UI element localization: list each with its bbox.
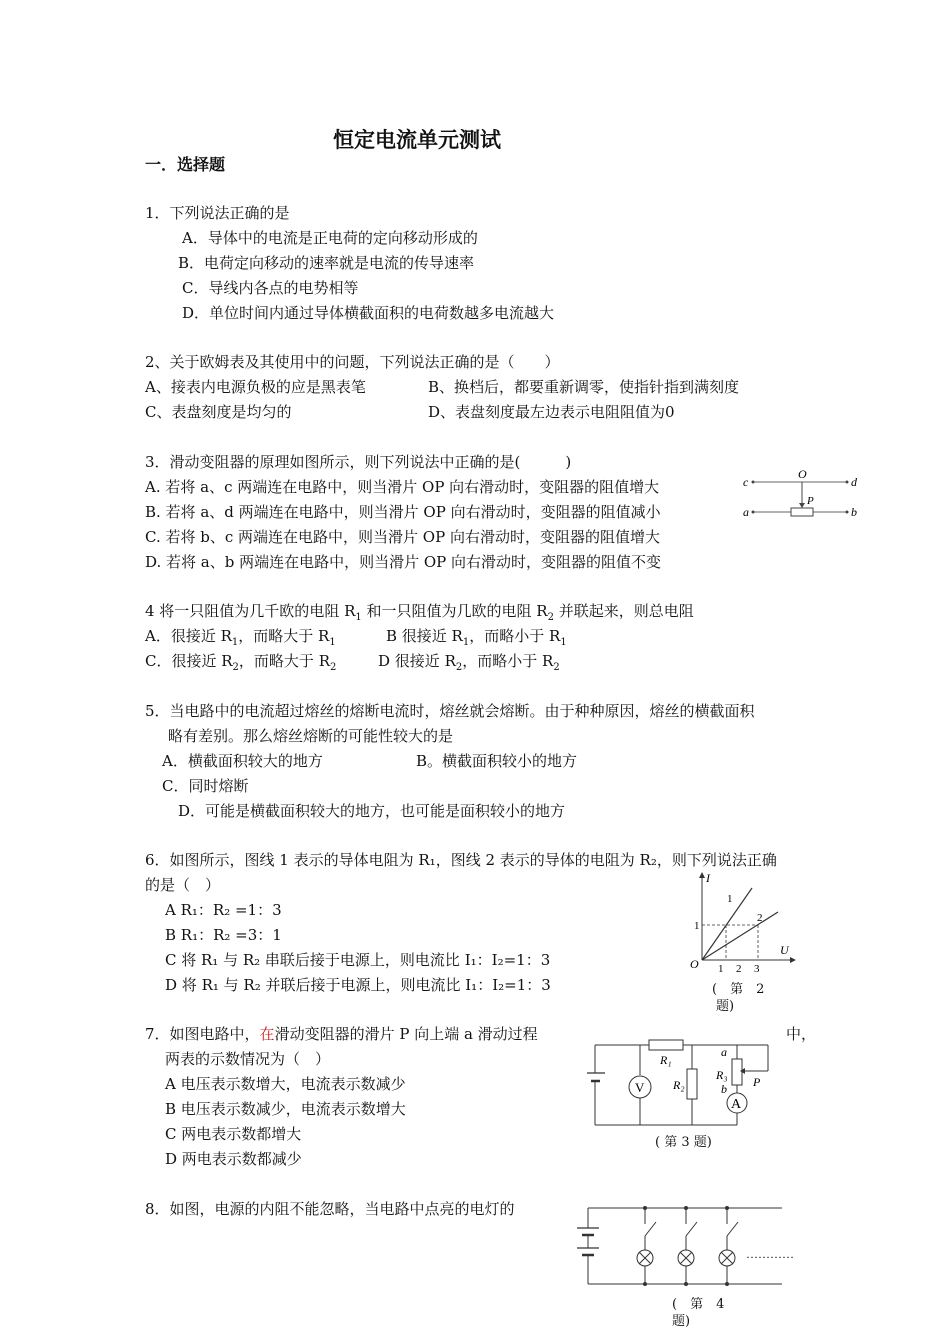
- section-heading: 一．选择题: [145, 155, 226, 174]
- q2-option-b: B、换档后，都要重新调零，使指针指到满刻度: [428, 378, 740, 396]
- label-o: O: [798, 467, 807, 481]
- q3-option-a: A. 若将 a、c 两端连在电路中，则当滑片 OP 向右滑动时，变阻器的阻值增大: [145, 478, 660, 496]
- q6-option-c: C 将 R₁ 与 R₂ 串联后接于电源上，则电流比 I₁：I₂=1：3: [165, 951, 551, 969]
- lamp-branch-3: [719, 1206, 738, 1286]
- q3-option-d: D. 若将 a、b 两端连在电路中，则当滑片 OP 向右滑动时，变阻器的阻值不变: [145, 553, 662, 571]
- ammeter-label: A: [731, 1097, 742, 1112]
- label-b: b: [721, 1082, 727, 1096]
- fig2-caption-line1: ( 第 2: [712, 982, 765, 997]
- fig3-caption: ( 第 3 题): [655, 1135, 712, 1150]
- label-b: b: [851, 505, 857, 519]
- q7-option-d: D 两电表示数都减少: [165, 1150, 302, 1168]
- q5-option-a: A．横截面积较大的地方: [162, 752, 323, 770]
- lamp-circuit-figure-4: [570, 1198, 810, 1290]
- slide-rheostat-figure: [735, 466, 865, 526]
- q5-stem-line1: 5．当电路中的电流超过熔丝的熔断电流时，熔丝就会熔断。由于种种原因，熔丝的横截面积: [145, 702, 755, 720]
- lamp-branch-1: [637, 1206, 656, 1286]
- q2-option-c: C、表盘刻度是均匀的: [145, 403, 292, 421]
- x-tick-3: 3: [754, 963, 760, 975]
- q1-option-d: D．单位时间内通过导体横截面积的电荷数越多电流越大: [182, 304, 555, 322]
- y-tick-1: 1: [694, 920, 700, 932]
- q3-stem: 3．滑动变阻器的原理如图所示，则下列说法中正确的是( ): [145, 453, 572, 471]
- iu-graph-figure: [686, 868, 796, 978]
- q7-stem-line2: 两表的示数情况为（ ）: [165, 1050, 331, 1068]
- q4-option-c: C．很接近 $R_2$，而略大于 $R_2$: [145, 652, 337, 673]
- page-title: 恒定电流单元测试: [333, 128, 501, 152]
- fig4-caption-line1: ( 第 4: [672, 1297, 725, 1312]
- q2-option-d: D、表盘刻度最左边表示电阻阻值为0: [428, 403, 675, 421]
- q1-option-b: B．电荷定向移动的速率就是电流的传导速率: [178, 254, 475, 272]
- q7-stem-line1-end: 中，: [786, 1025, 817, 1043]
- q7-stem-line1: 7．如图电路中，在滑动变阻器的滑片 P 向上端 a 滑动过程: [145, 1025, 538, 1043]
- q3-option-c: C. 若将 b、c 两端连在电路中，则当滑片 OP 向右滑动时，变阻器的阻值增大: [145, 528, 660, 546]
- q2-option-a: A、接表内电源负极的应是黑表笔: [145, 378, 366, 396]
- q6-stem-line2: 的是（ ）: [145, 876, 221, 894]
- fig4-caption-line2: 题): [672, 1314, 691, 1329]
- q4-option-d: D 很接近 $R_2$，而略小于 $R_2$: [378, 652, 560, 673]
- line-2-label: 2: [757, 912, 763, 924]
- line-1-label: 1: [727, 893, 733, 905]
- q1-option-c: C．导线内各点的电势相等: [182, 279, 359, 297]
- axis-u-label: U: [780, 943, 789, 957]
- q1-option-a: A．导体中的电流是正电荷的定向移动形成的: [182, 229, 478, 247]
- q5-stem-line2: 略有差别。那么熔丝熔断的可能性较大的是: [168, 727, 454, 745]
- r2-label: R₂: [673, 1078, 685, 1092]
- q2-stem: 2、关于欧姆表及其使用中的问题，下列说法正确的是（ ）: [145, 353, 560, 371]
- q4-stem: 4 将一只阻值为几千欧的电阻 $R_1$ 和一只阻值为几欧的电阻 $R_2$ 并联起来，则总电阻: [145, 602, 694, 623]
- label-c: c: [743, 475, 749, 489]
- q5-option-c: C．同时熔断: [162, 777, 249, 795]
- q6-option-d: D 将 R₁ 与 R₂ 并联后接于电源上，则电流比 I₁：I₂=1：3: [165, 976, 551, 994]
- q7-option-b: B 电压表示数减少，电流表示数增大: [165, 1100, 406, 1118]
- continuation-dots: …………: [746, 1247, 794, 1261]
- r3-label: R₃: [716, 1068, 728, 1082]
- label-p: P: [807, 495, 814, 507]
- q5-option-b: B。横截面积较小的地方: [416, 752, 578, 770]
- circuit-figure-3: [585, 1035, 785, 1130]
- label-d: d: [851, 475, 857, 489]
- q6-stem-line1: 6．如图所示，图线 1 表示的导体电阻为 R₁，图线 2 表示的导体的电阻为 R₂，则下列说法正确: [145, 851, 777, 869]
- q3-option-b: B. 若将 a、d 两端连在电路中，则当滑片 OP 向右滑动时，变阻器的阻值减小: [145, 503, 661, 521]
- q6-option-b: B R₁：R₂ =3：1: [165, 926, 282, 944]
- q7-option-c: C 两电表示数都增大: [165, 1125, 302, 1143]
- origin-label: O: [690, 957, 699, 971]
- fig2-caption-line2: 题): [716, 999, 735, 1014]
- x-tick-1: 1: [718, 963, 724, 975]
- label-a: a: [743, 505, 749, 519]
- voltmeter-label: V: [635, 1080, 645, 1095]
- lamp-branch-2: [678, 1206, 697, 1286]
- q5-option-d: D．可能是横截面积较大的地方，也可能是面积较小的地方: [178, 802, 566, 820]
- label-p: P: [753, 1075, 761, 1089]
- q7-option-a: A 电压表示数增大，电流表示数减少: [165, 1075, 406, 1093]
- x-tick-2: 2: [736, 963, 742, 975]
- q4-option-b: B 很接近 $R_1$，而略小于 $R_1$: [386, 627, 567, 648]
- axis-i-label: I: [706, 871, 710, 885]
- q6-option-a: A R₁：R₂ =1：3: [165, 901, 282, 919]
- r1-label: R₁: [660, 1053, 672, 1067]
- q8-stem: 8．如图，电源的内阻不能忽略，当电路中点亮的电灯的: [145, 1200, 515, 1218]
- label-a: a: [721, 1045, 727, 1059]
- q4-option-a: A．很接近 $R_1$，而略大于 $R_1$: [145, 627, 336, 648]
- q1-stem: 1．下列说法正确的是: [145, 204, 290, 222]
